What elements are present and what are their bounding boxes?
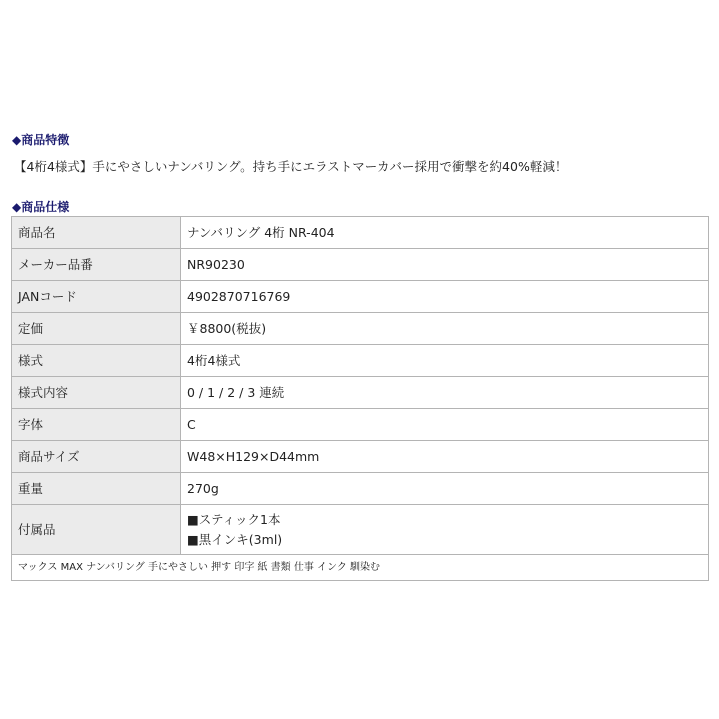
spec-label: 商品名 xyxy=(12,217,181,249)
accessory-item: ■スティック1本 xyxy=(187,511,281,527)
spec-row-format-detail xyxy=(12,377,709,409)
spec-value: ナンバリング 4桁 NR-404 xyxy=(181,217,709,249)
spec-row-list-price xyxy=(12,313,709,345)
spec-value-list xyxy=(181,505,709,555)
spec-row-maker-code xyxy=(12,249,709,281)
spec-row-typeface xyxy=(12,409,709,441)
keyword-row xyxy=(12,555,709,581)
spec-label: メーカー品番 xyxy=(12,249,181,281)
spec-label: 定価 xyxy=(12,313,181,345)
spec-label: 商品サイズ xyxy=(12,441,181,473)
spec-table xyxy=(11,216,709,581)
spec-section-heading: ◆商品仕様 xyxy=(12,200,70,214)
spec-label: 付属品 xyxy=(12,505,181,555)
spec-label: JANコード xyxy=(12,281,181,313)
spec-row-size xyxy=(12,441,709,473)
spec-value: 270g xyxy=(181,473,709,505)
keyword-text: マックス MAX ナンバリング 手にやさしい 押す 印字 紙 書類 仕事 インク 馴染む xyxy=(12,555,709,581)
spec-row-jan-code xyxy=(12,281,709,313)
spec-value: C xyxy=(181,409,709,441)
spec-label: 重量 xyxy=(12,473,181,505)
spec-label: 様式 xyxy=(12,345,181,377)
spec-row-accessories xyxy=(12,505,709,555)
spec-row-format xyxy=(12,345,709,377)
feature-section-heading: ◆商品特徴 xyxy=(12,133,70,147)
spec-value: 4桁4様式 xyxy=(181,345,709,377)
spec-value: 4902870716769 xyxy=(181,281,709,313)
feature-description: 【4桁4様式】手にやさしいナンバリング。持ち手にエラストマーカバー採用で衝撃を約40%軽減！ xyxy=(14,159,568,174)
spec-value: 0 / 1 / 2 / 3 連続 xyxy=(181,377,709,409)
spec-value: NR90230 xyxy=(181,249,709,281)
spec-value: ￥8800(税抜) xyxy=(181,313,709,345)
accessory-item: ■黒インキ(3ml) xyxy=(187,531,283,547)
spec-value: W48×H129×D44mm xyxy=(181,441,709,473)
spec-row-product-name xyxy=(12,217,709,249)
spec-label: 字体 xyxy=(12,409,181,441)
spec-row-weight xyxy=(12,473,709,505)
spec-label: 様式内容 xyxy=(12,377,181,409)
